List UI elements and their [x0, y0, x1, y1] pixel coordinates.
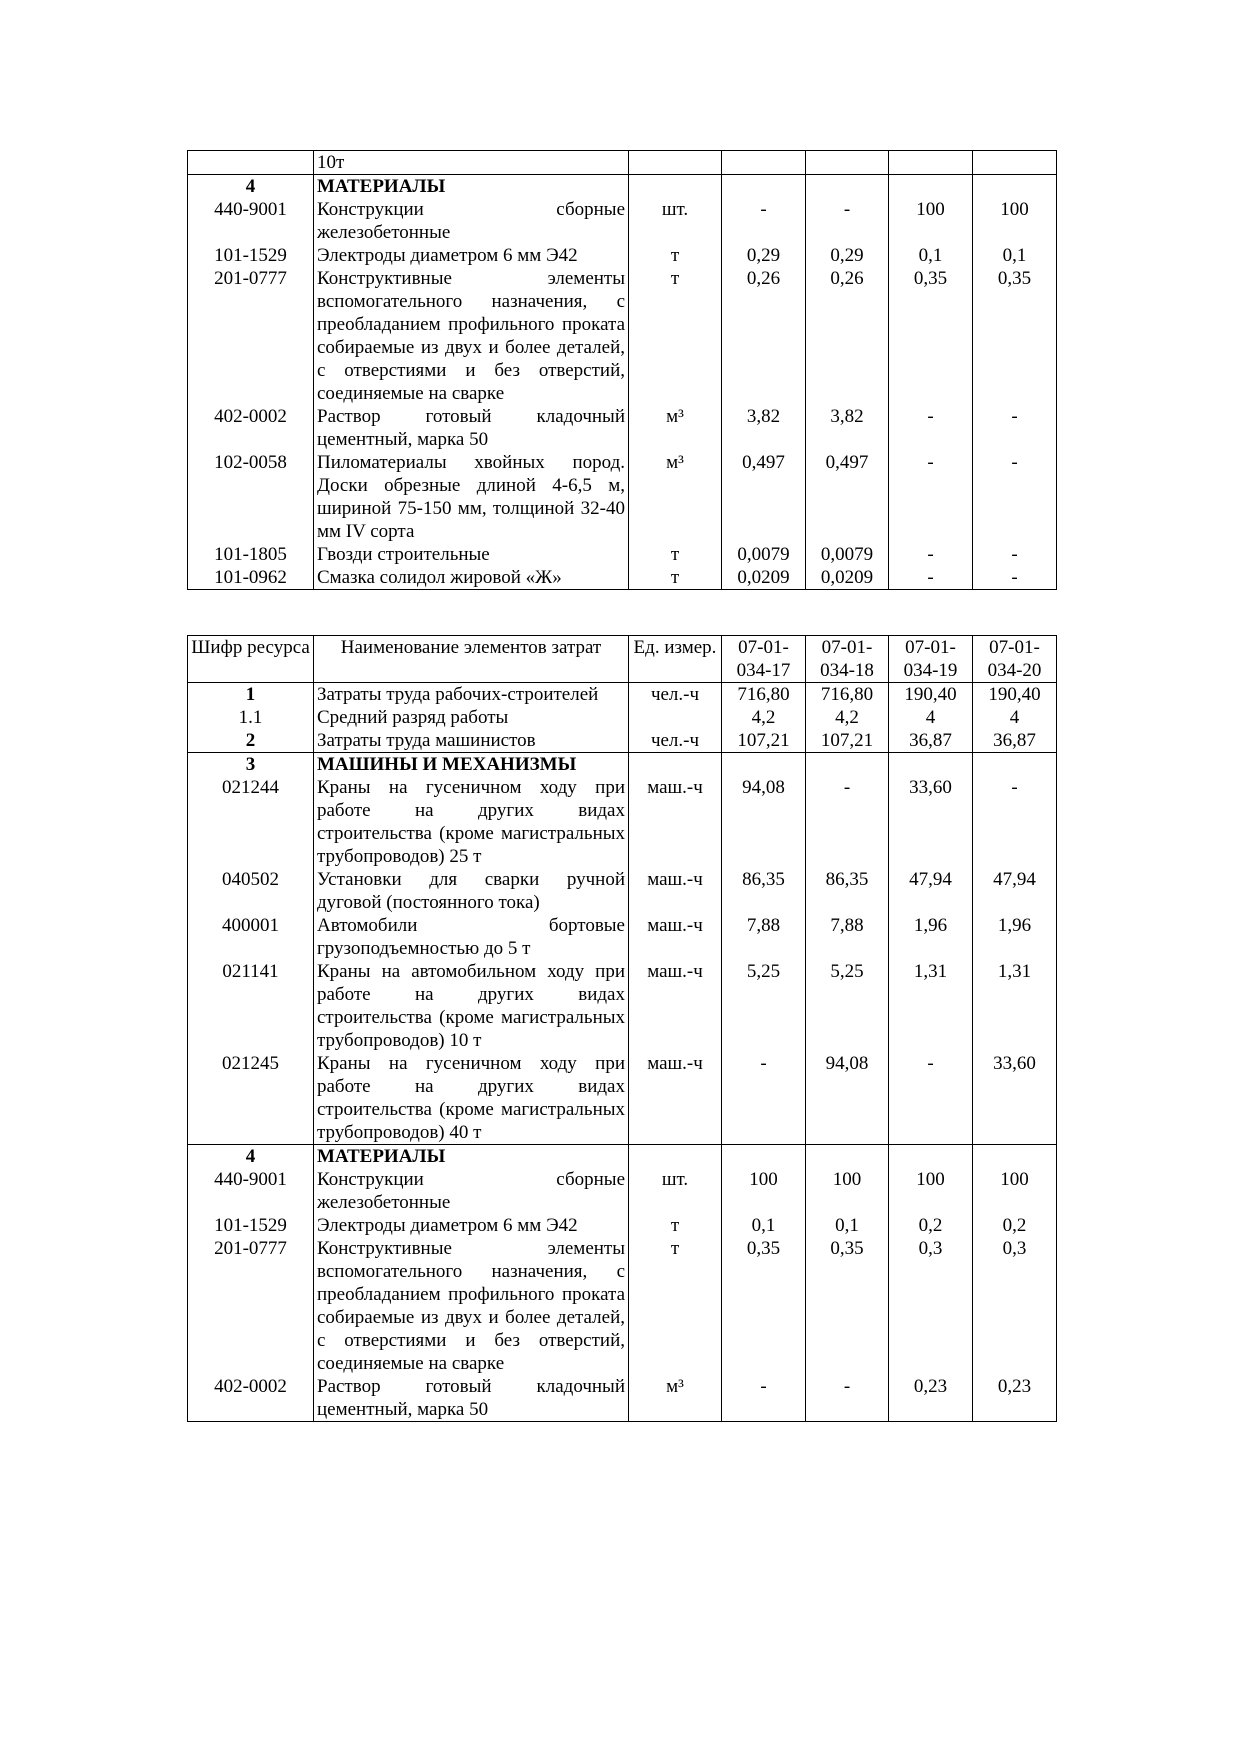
value-col-3: -	[889, 1052, 973, 1145]
value-col-2: 716,80	[806, 683, 889, 707]
cost-element-name: Электроды диаметром 6 мм Э42	[314, 1214, 629, 1237]
continuation-row	[188, 151, 1057, 175]
unit: т	[629, 1214, 722, 1237]
value-col-4: 190,40	[973, 683, 1057, 707]
cost-element-name: Пиломатериалы хвойных пород. Доски обрезные длиной 4-6,5 м, шириной 75-150 мм, толщиной 32-40 мм IV сорта	[314, 451, 629, 543]
resource-code: 101-1805	[214, 544, 287, 565]
unit: т	[629, 1237, 722, 1375]
resource-code: 021244	[222, 777, 279, 798]
resource-code: 101-1529	[214, 245, 287, 266]
value-col-2: 0,0079	[806, 543, 889, 566]
table-row	[188, 267, 1057, 405]
value-col-4: 47,94	[973, 868, 1057, 914]
value-col-4: -	[973, 543, 1057, 566]
table-row	[188, 914, 1057, 960]
cost-element-name: Раствор готовый кладочный цементный, марка 50	[314, 1375, 629, 1422]
value-col-3: 0,35	[889, 267, 973, 405]
value-col-4	[973, 175, 1057, 199]
value-col-2: 0,0209	[806, 566, 889, 590]
cost-element-name: Конструктивные элементы вспомогательного назначения, с преобладанием профильного проката собираемые из двух и более деталей, с отверстиями и без отверстий, соединяемые на сварке	[314, 1237, 629, 1375]
value-col-2: 0,1	[806, 1214, 889, 1237]
resource-code: 2	[245, 730, 256, 751]
cost-element-name: Автомобили бортовые грузоподъемностью до 5 т	[314, 914, 629, 960]
cost-element-name: Краны на гусеничном ходу при работе на других видах строительства (кроме магистральных трубопроводов) 40 т	[314, 1052, 629, 1145]
value-col-3	[889, 151, 973, 175]
table-row	[188, 1237, 1057, 1375]
cost-element-name: Затраты труда рабочих-строителей	[314, 683, 629, 707]
value-col-4: -	[973, 405, 1057, 451]
cost-element-name: 10т	[314, 151, 629, 175]
value-col-2: 3,82	[806, 405, 889, 451]
value-col-4: 0,3	[973, 1237, 1057, 1375]
resource-code: 440-9001	[214, 1169, 287, 1190]
resource-code: 101-0962	[214, 567, 287, 588]
cost-element-name: Смазка солидол жировой «Ж»	[314, 566, 629, 590]
value-col-4: 0,35	[973, 267, 1057, 405]
value-col-4: -	[973, 566, 1057, 590]
cost-element-name: Затраты труда машинистов	[314, 729, 629, 753]
table-row	[188, 244, 1057, 267]
cost-element-name: МАТЕРИАЛЫ	[314, 175, 629, 199]
value-col-2: 7,88	[806, 914, 889, 960]
value-col-3: 1,31	[889, 960, 973, 1052]
value-col-4: 1,96	[973, 914, 1057, 960]
value-col-3: 190,40	[889, 683, 973, 707]
resource-code: 3	[245, 754, 256, 775]
table-row	[188, 729, 1057, 753]
cost-element-name: Средний разряд работы	[314, 706, 629, 729]
value-col-4: 1,31	[973, 960, 1057, 1052]
value-col-3: 47,94	[889, 868, 973, 914]
resource-code: 021141	[222, 961, 279, 982]
cost-element-name: Гвозди строительные	[314, 543, 629, 566]
value-col-2: 107,21	[806, 729, 889, 753]
resource-code: 101-1529	[214, 1215, 287, 1236]
resource-code: 040502	[222, 869, 279, 890]
table-row	[188, 198, 1057, 244]
value-col-3: 0,23	[889, 1375, 973, 1422]
unit: м³	[629, 1375, 722, 1422]
value-col-4: 36,87	[973, 729, 1057, 753]
value-col-3	[889, 1145, 973, 1169]
value-col-2: 4,2	[806, 706, 889, 729]
table-row	[188, 1214, 1057, 1237]
value-col-2: 0,35	[806, 1237, 889, 1375]
cost-element-name: МАШИНЫ И МЕХАНИЗМЫ	[314, 753, 629, 777]
value-col-1	[722, 753, 806, 777]
value-col-1: 0,26	[722, 267, 806, 405]
value-col-1	[722, 151, 806, 175]
value-col-1: 107,21	[722, 729, 806, 753]
unit: т	[629, 244, 722, 267]
value-col-4: 4	[973, 706, 1057, 729]
value-col-1: 94,08	[722, 776, 806, 868]
unit	[629, 753, 722, 777]
value-col-2: -	[806, 1375, 889, 1422]
table-row	[188, 405, 1057, 451]
value-col-1: 0,497	[722, 451, 806, 543]
cost-element-name: Краны на автомобильном ходу при работе на других видах строительства (кроме магистральных трубопроводов) 10 т	[314, 960, 629, 1052]
table-row	[188, 683, 1057, 707]
table-row	[188, 566, 1057, 590]
resource-code	[188, 151, 314, 175]
header-col-2: 07-01-034-18	[806, 636, 889, 683]
value-col-2	[806, 753, 889, 777]
value-col-3: 0,3	[889, 1237, 973, 1375]
value-col-3: -	[889, 451, 973, 543]
unit: т	[629, 543, 722, 566]
header-name: Наименование элементов затрат	[314, 636, 629, 683]
value-col-3: -	[889, 405, 973, 451]
value-col-4: 100	[973, 1168, 1057, 1214]
value-col-4: -	[973, 776, 1057, 868]
value-col-1: 5,25	[722, 960, 806, 1052]
unit	[629, 1145, 722, 1169]
cost-element-name: Краны на гусеничном ходу при работе на других видах строительства (кроме магистральных трубопроводов) 25 т	[314, 776, 629, 868]
value-col-1: 0,29	[722, 244, 806, 267]
value-col-2: 0,26	[806, 267, 889, 405]
resource-code: 1.1	[238, 707, 263, 728]
value-col-1: 716,80	[722, 683, 806, 707]
value-col-1: 4,2	[722, 706, 806, 729]
unit	[629, 706, 722, 729]
unit: чел.-ч	[629, 683, 722, 707]
value-col-4: 100	[973, 198, 1057, 244]
value-col-1	[722, 175, 806, 199]
cost-element-name: Раствор готовый кладочный цементный, марка 50	[314, 405, 629, 451]
table-row	[188, 1375, 1057, 1422]
table-row	[188, 706, 1057, 729]
value-col-4: 0,23	[973, 1375, 1057, 1422]
value-col-4: -	[973, 451, 1057, 543]
resource-code: 201-0777	[214, 1238, 287, 1259]
resource-code: 102-0058	[214, 452, 287, 473]
value-col-2	[806, 1145, 889, 1169]
header-col-3: 07-01-034-19	[889, 636, 973, 683]
value-col-3: 33,60	[889, 776, 973, 868]
resource-code: 021245	[222, 1053, 279, 1074]
table-row	[188, 868, 1057, 914]
value-col-4: 0,2	[973, 1214, 1057, 1237]
unit: чел.-ч	[629, 729, 722, 753]
value-col-3: -	[889, 543, 973, 566]
unit	[629, 151, 722, 175]
cost-element-name: Электроды диаметром 6 мм Э42	[314, 244, 629, 267]
unit	[629, 175, 722, 199]
value-col-4: 0,1	[973, 244, 1057, 267]
unit: т	[629, 267, 722, 405]
value-col-2	[806, 151, 889, 175]
value-col-2	[806, 175, 889, 199]
value-col-4	[973, 1145, 1057, 1169]
value-col-3	[889, 753, 973, 777]
table-row	[188, 1168, 1057, 1214]
cost-element-name: Конструкции сборные железобетонные	[314, 198, 629, 244]
section-row	[188, 175, 1057, 199]
value-col-1: 0,0209	[722, 566, 806, 590]
value-col-2: 100	[806, 1168, 889, 1214]
value-col-3	[889, 175, 973, 199]
table-row	[188, 960, 1057, 1052]
section-row	[188, 753, 1057, 777]
value-col-3: 36,87	[889, 729, 973, 753]
value-col-1: -	[722, 1375, 806, 1422]
value-col-1: 3,82	[722, 405, 806, 451]
value-col-2: -	[806, 198, 889, 244]
value-col-1: 86,35	[722, 868, 806, 914]
value-col-1: 0,1	[722, 1214, 806, 1237]
value-col-1: 0,35	[722, 1237, 806, 1375]
resource-code: 400001	[222, 915, 279, 936]
resource-code: 440-9001	[214, 199, 287, 220]
resource-code: 1	[245, 684, 256, 705]
resource-code: 4	[245, 1146, 256, 1167]
table-row	[188, 1052, 1057, 1145]
unit: маш.-ч	[629, 868, 722, 914]
value-col-4	[973, 151, 1057, 175]
value-col-2: -	[806, 776, 889, 868]
unit: м³	[629, 405, 722, 451]
value-col-3: 0,2	[889, 1214, 973, 1237]
resource-code: 402-0002	[214, 1376, 287, 1397]
resource-code: 402-0002	[214, 406, 287, 427]
section-row	[188, 1145, 1057, 1169]
cost-element-name: Конструктивные элементы вспомогательного назначения, с преобладанием профильного проката собираемые из двух и более деталей, с отверстиями и без отверстий, соединяемые на сварке	[314, 267, 629, 405]
table-row	[188, 543, 1057, 566]
cost-element-name: Установки для сварки ручной дуговой (постоянного тока)	[314, 868, 629, 914]
unit: т	[629, 566, 722, 590]
unit: шт.	[629, 198, 722, 244]
unit: маш.-ч	[629, 1052, 722, 1145]
header-unit: Ед. измер.	[629, 636, 722, 683]
value-col-1: -	[722, 198, 806, 244]
value-col-1: 100	[722, 1168, 806, 1214]
value-col-2: 86,35	[806, 868, 889, 914]
table-row	[188, 776, 1057, 868]
value-col-3: 1,96	[889, 914, 973, 960]
header-code: Шифр ресурса	[191, 637, 310, 658]
value-col-3: 100	[889, 1168, 973, 1214]
value-col-3: 100	[889, 198, 973, 244]
cost-element-name: МАТЕРИАЛЫ	[314, 1145, 629, 1169]
unit: м³	[629, 451, 722, 543]
value-col-2: 94,08	[806, 1052, 889, 1145]
header-col-1: 07-01-034-17	[722, 636, 806, 683]
value-col-3: 4	[889, 706, 973, 729]
header-col-4: 07-01-034-20	[973, 636, 1057, 683]
unit: маш.-ч	[629, 776, 722, 868]
cost-element-name: Конструкции сборные железобетонные	[314, 1168, 629, 1214]
value-col-1	[722, 1145, 806, 1169]
resource-norms-table	[187, 635, 1057, 1422]
value-col-2: 0,497	[806, 451, 889, 543]
resource-code: 4	[245, 176, 256, 197]
table-row	[188, 451, 1057, 543]
value-col-1: 7,88	[722, 914, 806, 960]
value-col-1: -	[722, 1052, 806, 1145]
resource-code: 201-0777	[214, 268, 287, 289]
value-col-4: 33,60	[973, 1052, 1057, 1145]
value-col-3: 0,1	[889, 244, 973, 267]
value-col-2: 5,25	[806, 960, 889, 1052]
value-col-1: 0,0079	[722, 543, 806, 566]
value-col-2: 0,29	[806, 244, 889, 267]
materials-table-continued	[187, 150, 1057, 590]
unit: маш.-ч	[629, 914, 722, 960]
unit: шт.	[629, 1168, 722, 1214]
value-col-4	[973, 753, 1057, 777]
header-row	[188, 636, 1057, 683]
value-col-3: -	[889, 566, 973, 590]
unit: маш.-ч	[629, 960, 722, 1052]
